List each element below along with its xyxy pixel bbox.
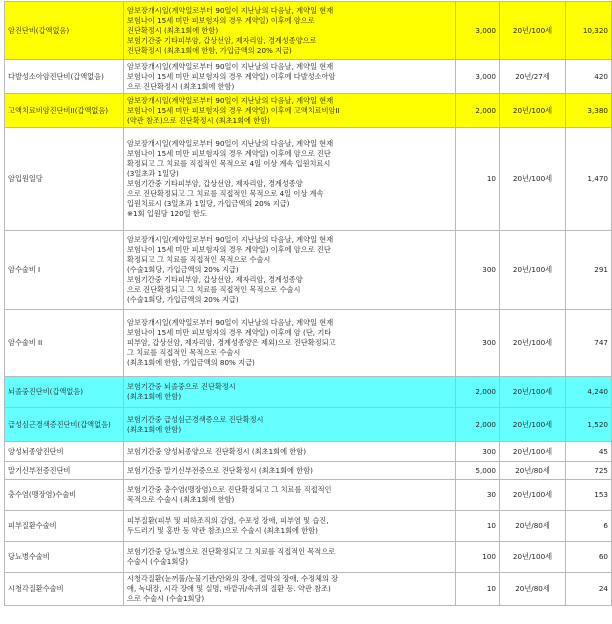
table-row [5, 511, 612, 542]
description-line: (3일초과 1일당) [127, 169, 179, 178]
coverage-amount: 10 [456, 128, 500, 231]
description-line: 보험나이 15세 미만 피보험자의 경우 계약일) 이후에 암으로 진단 [127, 245, 331, 254]
table-row [5, 542, 612, 573]
description-line: 보험나이 15세 미만 피보험자의 경우 계약일) 이후에 다발성소아암 [127, 71, 336, 81]
coverage-term: 20년/80세 [500, 511, 566, 542]
coverage-premium: 24 [566, 573, 612, 606]
coverage-name: 암입원일당 [5, 128, 124, 231]
coverage-term: 20년/100세 [500, 128, 566, 231]
coverage-name: 급성심근경색증진단비(갑액없음) [5, 408, 124, 442]
coverage-premium: 291 [566, 231, 612, 310]
description-line: 으로 진단확정시 (최초1회에 한함) [127, 81, 235, 91]
coverage-description [124, 511, 456, 542]
description-line: ※1회 입원당 120일 한도 [127, 209, 207, 218]
coverage-premium: 4,240 [566, 377, 612, 408]
coverage-name: 충수염(맹장염)수술비 [5, 480, 124, 511]
coverage-name: 다발성소아암진단비(갑액없음) [5, 60, 124, 94]
coverage-name: 뇌졸중진단비(갑액없음) [5, 377, 124, 408]
coverage-name: 고액치료비암진단비II(갑액없음) [5, 94, 124, 128]
coverage-description [124, 128, 456, 231]
description-line: 애, 녹내장, 시각 장애 및 실명, 바깥귀/속귀의 질환 등. 약관 참조) [127, 584, 331, 593]
description-line: (최초1회에 한함) [127, 392, 182, 401]
coverage-amount: 2,000 [456, 94, 500, 128]
coverage-term: 20년/100세 [500, 310, 566, 377]
table-row [5, 128, 612, 231]
coverage-amount: 300 [456, 310, 500, 377]
description-line: 입원치료시 (3일초과 1일당, 가입금액의 20% 지급) [127, 199, 290, 208]
description-line: 진단확정시 (최초1회에 한함, 가입금액의 20% 지급) [127, 45, 292, 55]
coverage-amount: 3,000 [456, 2, 500, 60]
description-line: 보험기간중 급성심근경색증으로 진단확정시 [127, 414, 264, 424]
coverage-premium: 725 [566, 462, 612, 480]
table-row [5, 462, 612, 480]
coverage-premium: 153 [566, 480, 612, 511]
description-line: (수술1회당, 가입금액의 20% 지급) [127, 295, 239, 304]
description-line: 두드러기 및 홍반 등 약관 참조)으로 수술시 (최초1회에 한함) [127, 526, 318, 535]
coverage-description [124, 231, 456, 310]
description-line: 목적으로 수술시 (최초1회에 한함) [127, 495, 235, 504]
description-line: (수술1회당, 가입금액의 20% 지급) [127, 265, 239, 274]
coverage-term: 20년/100세 [500, 377, 566, 408]
coverage-description [124, 442, 456, 462]
description-line: (최초1회에 한함, 가입금액의 80% 지급) [127, 358, 255, 367]
benefits-table-body [5, 2, 612, 606]
coverage-amount: 5,000 [456, 462, 500, 480]
description-line: 보험나이 15세 미만 피보험자의 경우 계약일) 이후에 고액치료비암II [127, 105, 340, 115]
coverage-premium: 1,470 [566, 128, 612, 231]
description-line: 보험나이 15세 미만 피보험자의 경우 계약일) 이후에 암으로 [127, 15, 315, 25]
coverage-name: 시청각질환수술비 [5, 573, 124, 606]
coverage-amount: 10 [456, 573, 500, 606]
coverage-term: 20년/100세 [500, 231, 566, 310]
description-line: 암보장개시일(계약일로부터 90일이 지난날의 다음날, 계약일 현재 [127, 139, 334, 148]
description-line: 보험기간중 기타피부암, 갑상선암, 제자리암, 경계성종양 [127, 179, 303, 188]
coverage-name: 당뇨병수술비 [5, 542, 124, 573]
coverage-term: 20년/80세 [500, 573, 566, 606]
description-line: 으로 진단확정되고 그 치료를 직접적인 목적으로 수술시 [127, 285, 301, 294]
coverage-term: 20년/100세 [500, 542, 566, 573]
coverage-premium: 3,380 [566, 94, 612, 128]
benefits-table [4, 1, 612, 606]
description-line: 암보장개시일(계약일로부터 90일이 지난날의 다음날, 계약일 현재 [127, 235, 334, 244]
coverage-description [124, 2, 456, 60]
table-row [5, 480, 612, 511]
table-row [5, 442, 612, 462]
description-line: 피부암, 갑상선암, 제자리암, 경계성종양은 제외)으로 진단확정되고 [127, 338, 336, 347]
coverage-description [124, 94, 456, 128]
coverage-name: 암수술비 I [5, 231, 124, 310]
description-line: 암보장개시일(계약일로부터 90일이 지난날의 다음날, 계약일 현재 [127, 95, 334, 105]
description-line: 암보장개시일(계약일로부터 90일이 지난날의 다음날, 계약일 현재 [127, 5, 334, 15]
coverage-term: 20년/27세 [500, 60, 566, 94]
description-line: 으로 수술시 (수술1회당) [127, 594, 205, 603]
coverage-term: 20년/100세 [500, 2, 566, 60]
description-line: 피부질환(피부 및 피하조직의 감염, 수포성 장애, 피부염 및 습진, [127, 516, 329, 525]
description-line: 진단확정시 (최초1회에 한함) [127, 25, 219, 35]
description-line: 보험기간중 뇌졸중으로 진단확정시 [127, 382, 236, 391]
coverage-amount: 2,000 [456, 408, 500, 442]
coverage-description [124, 60, 456, 94]
description-line: (약관 참조)으로 진단확정시 (최초1회에 한함) [127, 115, 270, 125]
coverage-name: 암수술비 II [5, 310, 124, 377]
description-line: 보험기간중 충수염(맹장염)으로 진단확정되고 그 치료를 직접적인 [127, 485, 332, 494]
table-row [5, 573, 612, 606]
coverage-amount: 30 [456, 480, 500, 511]
description-line: 암보장개시일(계약일로부터 90일이 지난날의 다음날, 계약일 현재 [127, 318, 334, 327]
coverage-name: 양성뇌종양진단비 [5, 442, 124, 462]
coverage-premium: 420 [566, 60, 612, 94]
coverage-description [124, 377, 456, 408]
description-line: 확정되고 그 치료를 직접적인 목적으로 4일 이상 계속 입원치료시 [127, 159, 331, 168]
description-line: 보험기간중 당뇨병으로 진단확정되고 그 치료를 직접적인 목적으로 [127, 547, 336, 556]
coverage-description [124, 573, 456, 606]
coverage-amount: 3,000 [456, 60, 500, 94]
description-line: 보험나이 15세 미만 피보험자의 경우 계약일) 이후에 암 (단, 기타 [127, 328, 332, 337]
description-line: 보험기간중 양성뇌종양으로 진단확정시 (최초1회에 한함) [127, 446, 307, 456]
table-row [5, 94, 612, 128]
coverage-amount: 300 [456, 231, 500, 310]
coverage-term: 20년/100세 [500, 442, 566, 462]
description-line: 수술시 (수술1회당) [127, 557, 189, 566]
coverage-term: 20년/100세 [500, 408, 566, 442]
coverage-term: 20년/100세 [500, 480, 566, 511]
coverage-premium: 6 [566, 511, 612, 542]
description-line: (최초1회에 한함) [127, 424, 182, 434]
coverage-name: 피부질환수술비 [5, 511, 124, 542]
table-row [5, 310, 612, 377]
coverage-term: 20년/80세 [500, 462, 566, 480]
coverage-amount: 100 [456, 542, 500, 573]
description-line: 그 치료를 직접적인 목적으로 수술시 [127, 348, 241, 357]
description-line: 보험기간중 기타피부암, 갑상선암, 제자리암, 경계성종양 [127, 275, 303, 284]
coverage-premium: 45 [566, 442, 612, 462]
description-line: 보험기간중 말기신부전증으로 진단확정시 (최초1회에 한함) [127, 465, 313, 475]
coverage-amount: 2,000 [456, 377, 500, 408]
coverage-premium: 747 [566, 310, 612, 377]
coverage-amount: 10 [456, 511, 500, 542]
description-line: 보험기간중 기타피부암, 갑상선암, 제자리암, 경계성종양으로 [127, 35, 317, 45]
table-row [5, 2, 612, 60]
description-line: 시청각질환(눈꺼풀/눈물기관/안와의 장애, 결막의 장애, 수정체의 장 [127, 574, 339, 583]
description-line: 으로 진단확정되고 그 치료를 직접적인 목적으로 4일 이상 계속 [127, 189, 324, 198]
table-row [5, 408, 612, 442]
coverage-amount: 300 [456, 442, 500, 462]
description-line: 확정되고 그 치료를 직접적인 목적으로 수술시 [127, 255, 271, 264]
coverage-description [124, 462, 456, 480]
table-row [5, 377, 612, 408]
coverage-name: 말기신부전증진단비 [5, 462, 124, 480]
coverage-description [124, 310, 456, 377]
coverage-name: 암진단비(갑액없음) [5, 2, 124, 60]
coverage-term: 20년/100세 [500, 94, 566, 128]
description-line: 암보장개시일(계약일로부터 90일이 지난날의 다음날, 계약일 현재 [127, 61, 334, 71]
table-row [5, 231, 612, 310]
coverage-premium: 10,320 [566, 2, 612, 60]
coverage-description [124, 408, 456, 442]
coverage-description [124, 480, 456, 511]
coverage-premium: 60 [566, 542, 612, 573]
coverage-description [124, 542, 456, 573]
coverage-premium: 1,520 [566, 408, 612, 442]
table-row [5, 60, 612, 94]
description-line: 보험나이 15세 미만 피보험자의 경우 계약일) 이후에 암으로 진단 [127, 149, 331, 158]
